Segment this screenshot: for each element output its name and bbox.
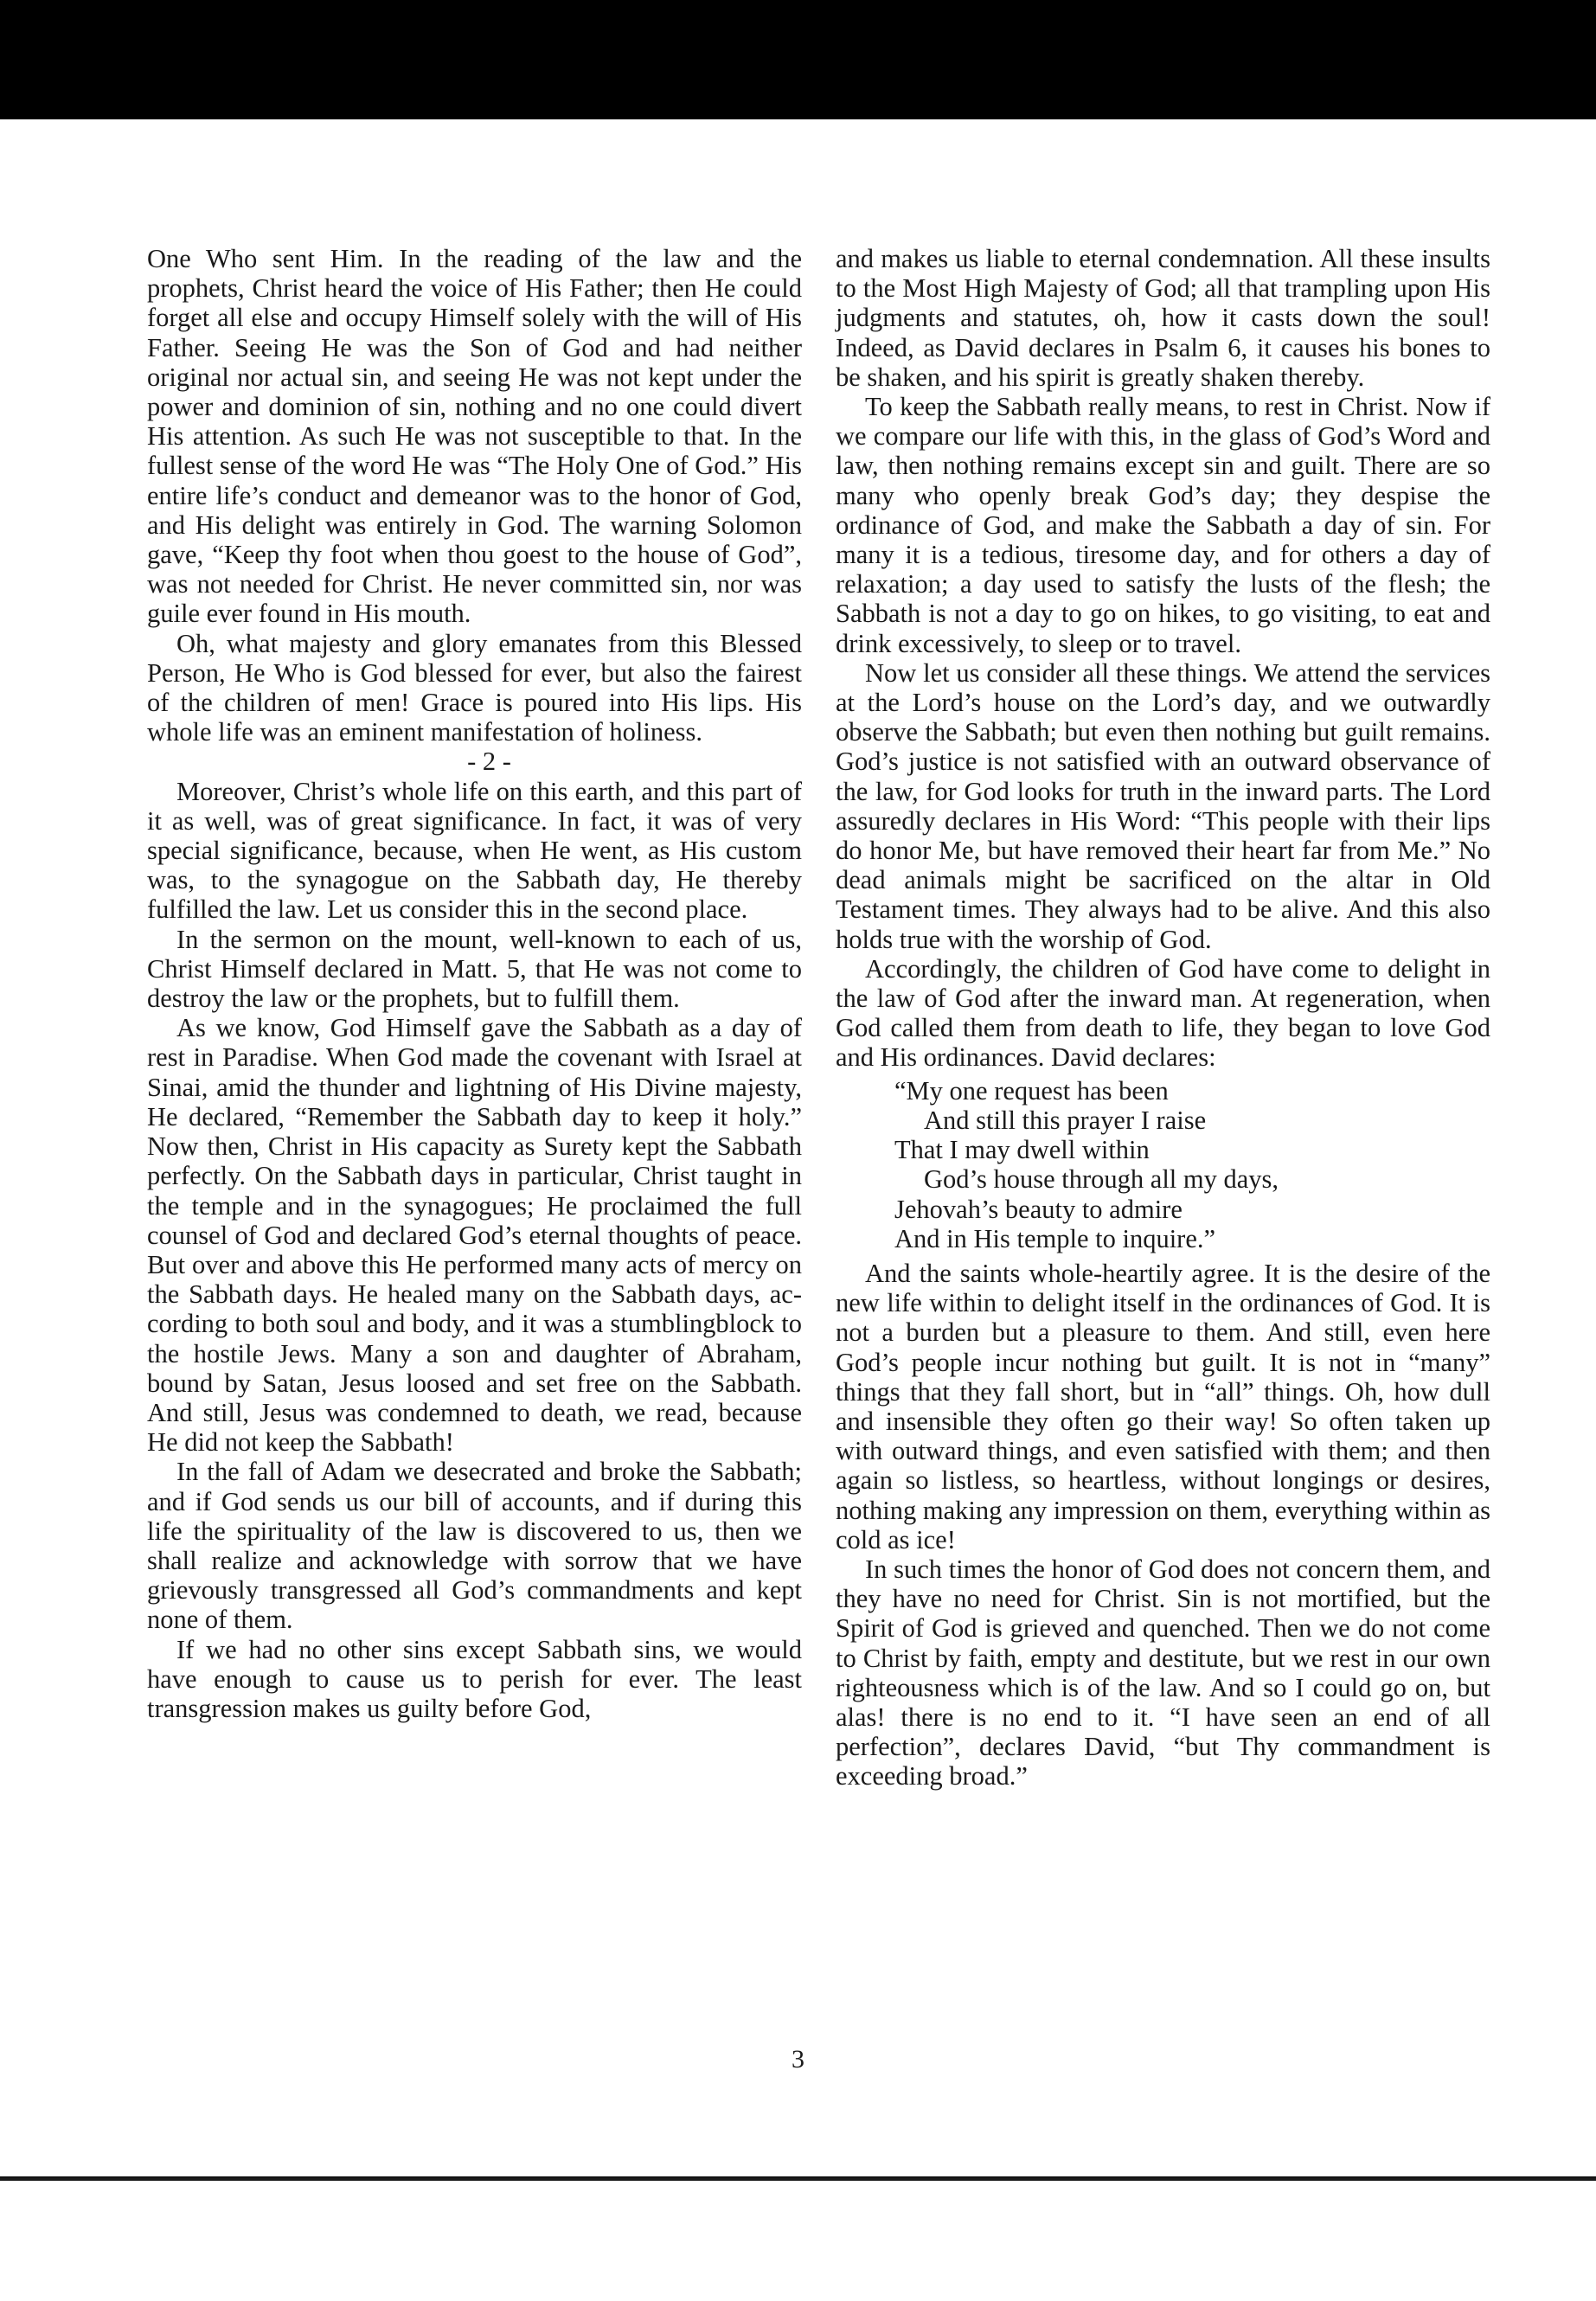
verse-line: And in His temple to inquire.” xyxy=(894,1223,1216,1253)
paragraph: Moreover, Christ’s whole life on this earth, and this part of it as well, was of great significance. In fact, it was of very special significance, because, when He went, as His custom was, to the synagogue on the Sabbath day, He thereby fulfilled the law. Let us consider this in the second place. xyxy=(147,776,802,925)
paragraph: In such times the honor of God does not concern them, and they have no need for Christ. Sin is not mortified, but the Spirit of God is grieved and quenched. Then we do not come to Christ by faith, empty and destitute, but we rest in our own righteousness which is of the law. And so I could go on, but alas! there is no end to it. “I have seen an end of all perfection”, declares David, “but Thy commandment is exceeding broad.” xyxy=(836,1554,1490,1791)
section-number: - 2 - xyxy=(467,747,511,777)
bottom-margin xyxy=(0,2181,1596,2301)
paragraph: If we had no other sins except Sabbath sins, we would have enough to cause us to perish for ever. The least transgression makes us guilty before God, xyxy=(147,1634,802,1723)
verse-line: Jehovah’s beauty to admire xyxy=(894,1194,1183,1224)
right-column xyxy=(836,244,1490,1791)
paragraph: Accordingly, the children of God have come to delight in the law of God after the inward man. At regeneration, when God called them from death to life, they began to love God and His ordinances. David declares: xyxy=(836,953,1490,1073)
paragraph: and makes us liable to eternal condemnation. All these insults to the Most High Majesty of God; all that trampling upon His judgments and statutes, oh, how it casts down the soul! Indeed, as David declares in Psalm 6, it causes his bones to be shaken, and his spirit is greatly shaken thereby. xyxy=(836,244,1490,392)
paragraph: Now let us consider all these things. We attend the services at the Lord’s house on the Lord’s day, and we outwardly observe the Sabbath; but even then nothing but guilt remains. God’s justice is not satisfied with an outward observance of the law, for God looks for truth in the inward parts. The Lord assuredly declares in His Word: “This people with their lips do honor Me, but have removed their heart far from Me.” No dead animals might be sacrificed on the altar in Old Testament times. They always had to be alive. And this also holds true with the worship of God. xyxy=(836,657,1490,954)
left-column xyxy=(147,244,802,1723)
verse-line: And still this prayer I raise xyxy=(924,1105,1207,1135)
paragraph: One Who sent Him. In the reading of the law and the prophets, Christ heard the voice of His Father; then He could forget all else and occupy Himself solely with the will of His Father. Seeing He was the Son of God and had neither original nor actual sin, and seeing He was not kept under the power and dominion of sin, nothing and no one could divert His attention. As such He was not susceptible to that. In the fullest sense of the word He was “The Holy One of God.” His entire life’s conduct and demeanor was to the honor of God, and His delight was entirely in God. The warning Solomon gave, “Keep thy foot when thou goest to the house of God”, was not needed for Christ. He never committed sin, nor was guile ever found in His mouth. xyxy=(147,244,802,629)
verse-line: God’s house through all my days, xyxy=(924,1164,1279,1195)
psalm-verse xyxy=(894,1076,1490,1253)
paragraph: To keep the Sabbath really means, to rest in Christ. Now if we compare our life with this, in the glass of God’s Word and law, then nothing remains except sin and guilt. There are so many who openly break God’s day; they despise the ordinance of God, and make the Sabbath a day of sin. For many it is a tedious, tiresome day, and for others a day of relaxation; a day used to satisfy the lusts of the flesh; the Sabbath is not a day to go on hikes, to go visiting, to eat and drink excessively, to sleep or to travel. xyxy=(836,392,1490,658)
paragraph: As we know, God Himself gave the Sabbath as a day of rest in Paradise. When God made the covenant with Israel at Sinai, amid the thunder and lightning of His Divine majesty, He declared, “Remember the Sabbath day to keep it holy.” Now then, Christ in His capacity as Surety kept the Sabbath perfectly. On the Sabbath days in particular, Christ taught in the temple and in the synagogues; He proclaimed the full counsel of God and declared God’s eternal thoughts of peace. But over and above this He performed many acts of mercy on the Sabbath days. He healed many on the Sabbath days, according to both soul and body, and it was a stumblingblock to the hostile Jews. Many a son and daughter of Abraham, bound by Satan, Jesus loosed and set free on the Sabbath. And still, Jesus was condemned to death, we read, because He did not keep the Sabbath! xyxy=(147,1013,802,1458)
paragraph: Oh, what majesty and glory emanates from this Blessed Person, He Who is God blessed for ever, but also the fairest of the children of men! Grace is poured into His lips. His whole life was an eminent manifestation of holiness. xyxy=(147,628,802,747)
paragraph: In the fall of Adam we desecrated and broke the Sabbath; and if God sends us our bill of accounts, and if during this life the spirituality of the law is discovered to us, then we shall realize and acknowledge with sorrow that we have grievously transgressed all God’s commandments and kept none of them. xyxy=(147,1457,802,1635)
paragraph: And the saints whole-heartily agree. It is the desire of the new life within to delight itself in the ordinances of God. It is not a burden but a pleasure to them. And still, even here God’s people incur nothing but guilt. It is not in “many” things that they fall short, but in “all” things. Oh, how dull and insensible they often go their way! So often taken up with outward things, and even satisfied with them; and then again so listless, so heartless, without longings or desires, nothing making any impression on them, everything within as cold as ice! xyxy=(836,1258,1490,1554)
verse-line: “My one request has been xyxy=(894,1075,1169,1106)
paragraph: In the sermon on the mount, well-known to each of us, Christ Himself declared in Matt. 5, that He was not come to destroy the law or the prophets, but to fulfill them. xyxy=(147,924,802,1014)
page-number: 3 xyxy=(792,2045,804,2073)
verse-line: That I may dwell within xyxy=(894,1135,1150,1165)
